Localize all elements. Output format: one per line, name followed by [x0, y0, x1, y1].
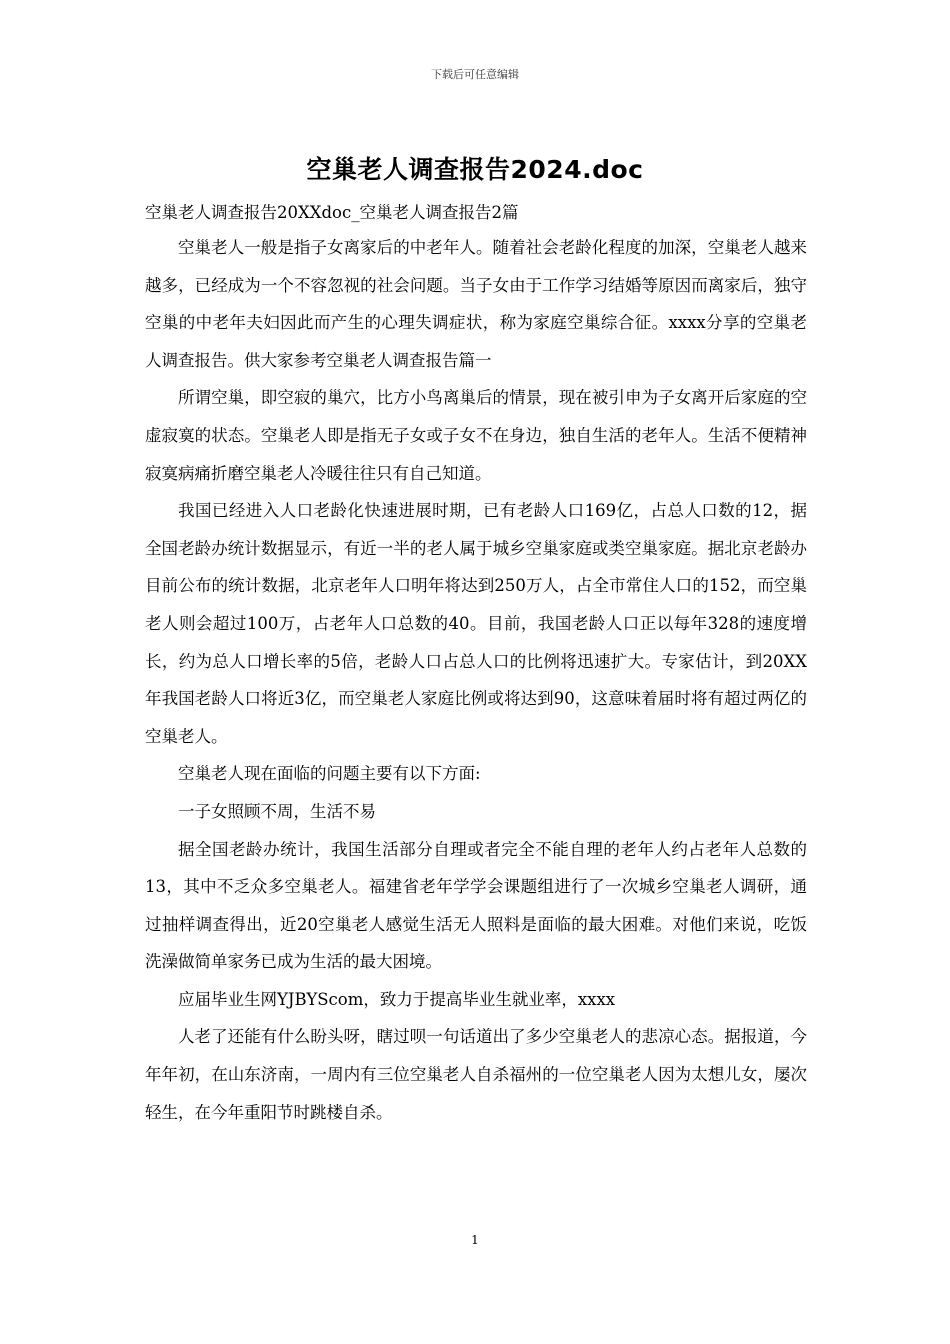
document-title: 空巢老人调查报告2024.doc [306, 155, 644, 184]
paragraph: 所谓空巢，即空寂的巢穴，比方小鸟离巢后的情景，现在被引申为子女离开后家庭的空虚寂寞的状态。空巢老人即是指无子女或子女不在身边，独自生活的老年人。生活不便精神寂寞病痛折磨空巢老人冷暖往往只有自己知道。 [145, 388, 807, 483]
document-body [145, 229, 807, 1131]
document-subtitle: 空巢老人调查报告20XXdoc_空巢老人调查报告2篇 [145, 203, 519, 222]
paragraph: 空巢老人一般是指子女离家后的中老年人。随着社会老龄化程度的加深，空巢老人越来越多，已经成为一个不容忽视的社会问题。当子女由于工作学习结婚等原因而离家后，独守空巢的中老年夫妇因此而产生的心理失调症状，称为家庭空巢综合征。xxxx分享的空巢老人调查报告。供大家参考空巢老人调查报告篇一 [145, 238, 807, 370]
paragraph: 应届毕业生网YJBYScom，致力于提高毕业生就业率，xxxx [178, 989, 616, 1009]
page-number: 1 [471, 1233, 479, 1247]
paragraph: 人老了还能有什么盼头呀，瞎过呗一句话道出了多少空巢老人的悲凉心态。据报道，今年年初，在山东济南，一周内有三位空巢老人自杀福州的一位空巢老人因为太想儿女，屡次轻生，在今年重阳节时跳楼自杀。 [145, 1027, 807, 1122]
paragraph: 空巢老人现在面临的问题主要有以下方面: [178, 764, 481, 784]
page-header: 下载后可任意编辑 [431, 68, 519, 81]
paragraph: 据全国老龄办统计，我国生活部分自理或者完全不能自理的老年人约占老年人总数的13，其中不乏众多空巢老人。福建省老年学学会课题组进行了一次城乡空巢老人调研，通过抽样调查得出，近20空巢老人感觉生活无人照料是面临的最大困难。对他们来说，吃饭洗澡做简单家务已成为生活的最大困境。 [145, 839, 807, 972]
paragraph: 一子女照顾不周，生活不易 [178, 801, 376, 821]
paragraph: 我国已经进入人口老龄化快速进展时期，已有老龄人口169亿，占总人口数的12，据全国老龄办统计数据显示，有近一半的老人属于城乡空巢家庭或类空巢家庭。据北京老龄办目前公布的统计数据，北京老年人口明年将达到250万人，占全市常住人口的152，而空巢老人则会超过100万，占老年人口总数的40。目前，我国老龄人口正以每年328的速度增长，约为总人口增长率的5倍，老龄人口占总人口的比例将迅速扩大。专家估计，到20XX年我国老龄人口将近3亿，而空巢老人家庭比例或将达到90，这意味着届时将有超过两亿的空巢老人。 [145, 501, 807, 746]
